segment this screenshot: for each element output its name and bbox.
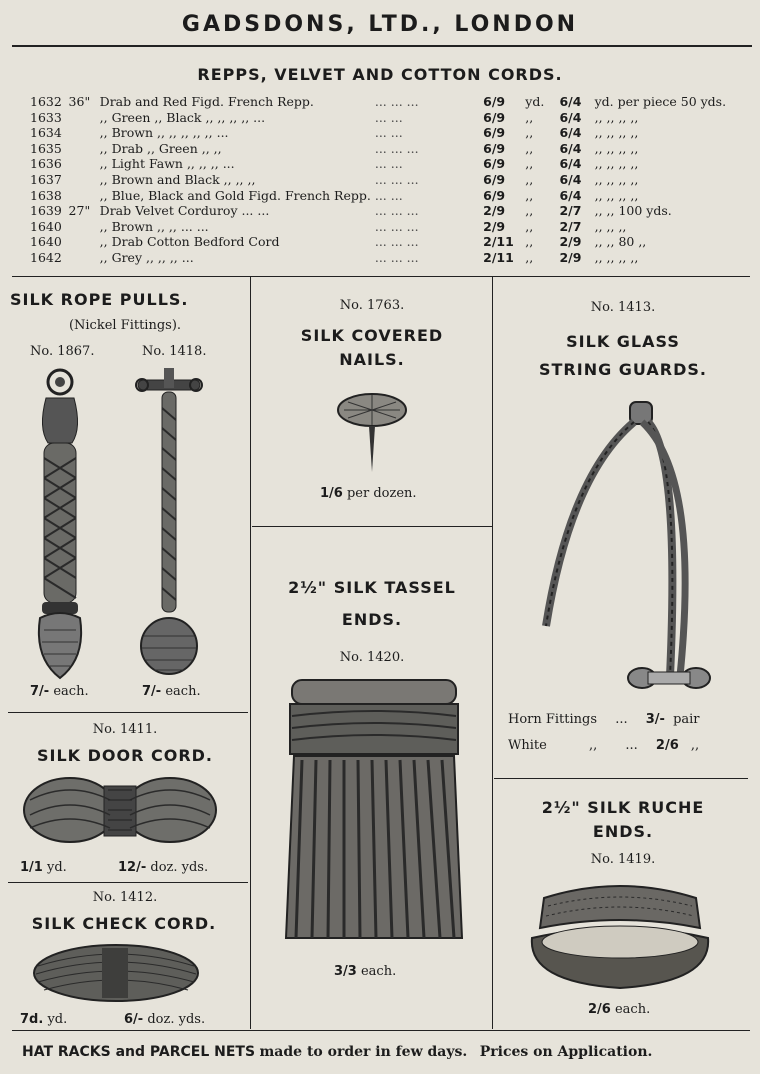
repp-item-dots: ... ... ... xyxy=(374,234,419,250)
repp-item-number: 1638 xyxy=(30,187,62,203)
repp-item-size xyxy=(67,141,98,157)
repp-item-price-yard: 2/11 xyxy=(483,234,514,250)
repp-item-description: Drab and Red Figd. French Repp. xyxy=(99,94,314,109)
repp-item-number: 1635 xyxy=(30,140,62,156)
ruche-price-value: 2/6 xyxy=(588,1002,611,1017)
repp-item-number: 1639 xyxy=(30,203,62,219)
ruche-title-line-1 xyxy=(500,798,746,817)
repp-item-piece-terms: ,, ,, ,, ,, xyxy=(594,249,639,265)
repp-item-price-yard: 6/9 xyxy=(483,187,506,203)
repp-item-price-unit: ,, xyxy=(525,140,534,156)
repp-item-piece-terms: ,, ,, ,, xyxy=(594,218,627,234)
guards-price-line-2 xyxy=(508,738,744,753)
repp-row xyxy=(28,156,760,172)
repp-item-description: ,, Blue, Black and Gold Figd. French Repp. xyxy=(99,187,371,203)
tassel-title-line-2: ENDS. xyxy=(341,610,403,629)
ruche-illustration xyxy=(524,878,716,990)
repp-item-number: 1632 xyxy=(30,94,62,109)
repp-row xyxy=(28,172,760,188)
repp-item-dots: ... ... xyxy=(374,125,403,141)
repp-item-description: ,, Brown and Black ,, ,, ,, xyxy=(99,171,256,187)
rope-pull-a-price-unit: each. xyxy=(53,684,89,699)
repp-item-piece-terms: yd. per piece 50 yds. xyxy=(594,94,727,109)
repp-item-dots: ... ... xyxy=(374,109,403,125)
rope-pulls-title: SILK ROPE PULLS. xyxy=(10,290,189,309)
repp-item-size xyxy=(67,250,98,266)
repp-item-dots: ... ... xyxy=(374,187,403,203)
repp-item-price-piece: 2/7 xyxy=(559,203,582,219)
tassel-size: 2½" xyxy=(288,578,328,597)
column-divider-right xyxy=(492,277,493,1029)
repp-item-price-yard: 6/9 xyxy=(483,156,506,172)
door-cord-price-2-unit: doz. yds. xyxy=(150,860,209,875)
tassel-title-text: SILK TASSEL xyxy=(333,578,456,597)
rope-pull-b-illustration xyxy=(134,368,204,680)
repp-item-description: ,, Brown ,, ,, ,, ,, ,, ... xyxy=(99,125,229,141)
footer-note xyxy=(22,1044,652,1060)
column-divider-left xyxy=(250,277,251,1029)
rope-pull-b-price xyxy=(142,684,201,699)
repp-item-size: 36" xyxy=(68,94,91,109)
repp-item-price-unit: ,, xyxy=(525,249,534,265)
page-header: GADSDONS, LTD., LONDON xyxy=(181,12,579,37)
repp-item-price-unit: ,, xyxy=(525,171,534,187)
repp-item-price-piece: 6/4 xyxy=(559,187,582,203)
repp-item-price-piece: 2/9 xyxy=(559,249,582,265)
ruche-price-unit: each. xyxy=(614,1002,651,1017)
guards-horn-dots: ... xyxy=(615,712,628,727)
repp-item-price-yard: 6/9 xyxy=(483,94,506,109)
repp-item-description: ,, Light Fawn ,, ,, ,, ... xyxy=(99,156,235,172)
repp-item-number: 1640 xyxy=(30,234,62,250)
door-cord-price-1-unit: yd. xyxy=(46,860,67,875)
repp-item-price-unit: ,, xyxy=(525,218,534,234)
repp-item-size xyxy=(67,125,98,141)
nails-price xyxy=(320,486,417,501)
repp-item-price-unit: ,, xyxy=(525,234,534,250)
repp-item-price-piece: 6/4 xyxy=(559,109,582,125)
repp-item-size xyxy=(67,156,98,172)
header-rule xyxy=(12,45,752,47)
repp-item-number: 1636 xyxy=(30,156,62,172)
rope-pull-b-price-value: 7/- xyxy=(142,684,162,699)
repp-item-price-yard: 2/9 xyxy=(483,203,506,219)
tassel-title-line-1 xyxy=(252,578,492,597)
repp-item-size xyxy=(67,110,98,126)
repp-item-price-yard: 6/9 xyxy=(483,109,506,125)
guards-white-unit: ,, xyxy=(690,738,700,753)
repp-item-description: ,, Drab Cotton Bedford Cord xyxy=(99,234,280,250)
nails-price-unit: per dozen. xyxy=(346,486,417,501)
repp-row xyxy=(28,125,760,141)
check-cord-illustration xyxy=(30,940,202,1006)
check-cord-price-2-value: 6/- xyxy=(124,1012,144,1027)
nails-title-line-2: NAILS. xyxy=(339,350,405,369)
repp-item-number: 1640 xyxy=(30,218,62,234)
repp-item-piece-terms: ,, ,, ,, ,, xyxy=(594,109,639,125)
guards-white-label: White xyxy=(508,738,547,753)
footer-rule xyxy=(12,1030,750,1031)
repps-bottom-rule xyxy=(12,276,750,277)
repp-item-price-unit: ,, xyxy=(525,109,534,125)
rope-pull-a-number: No. 1867. xyxy=(30,344,95,359)
check-cord-price-1-unit: yd. xyxy=(47,1012,68,1027)
repp-item-price-unit: ,, xyxy=(525,156,534,172)
repp-item-price-unit: yd. xyxy=(525,94,545,109)
repp-item-description: ,, Brown ,, ,, ... ... xyxy=(99,218,209,234)
repp-item-price-piece: 2/9 xyxy=(559,234,582,250)
guards-title-line-2: STRING GUARDS. xyxy=(538,360,708,379)
door-cord-illustration xyxy=(20,770,220,850)
repp-item-piece-terms: ,, ,, ,, ,, xyxy=(594,140,639,156)
check-cord-price-2 xyxy=(124,1012,205,1027)
repp-item-description: ,, Green ,, Black ,, ,, ,, ,, ... xyxy=(99,109,266,125)
ruche-top-rule xyxy=(494,778,748,779)
guards-white-dots: ... xyxy=(625,738,638,753)
repp-item-size xyxy=(67,234,98,250)
repp-item-dots: ... ... xyxy=(374,156,403,172)
repp-item-piece-terms: ,, ,, 100 yds. xyxy=(594,203,672,219)
repp-item-price-piece: 6/4 xyxy=(559,140,582,156)
repp-item-price-piece: 6/4 xyxy=(559,171,582,187)
repp-item-description: ,, Grey ,, ,, ,, ... xyxy=(99,249,194,265)
tassel-illustration xyxy=(282,676,466,950)
nails-price-value: 1/6 xyxy=(320,486,343,501)
door-cord-price-2 xyxy=(118,860,208,875)
ruche-price xyxy=(588,1002,650,1017)
repp-item-price-yard: 2/9 xyxy=(483,218,506,234)
repp-item-number: 1637 xyxy=(30,171,62,187)
repp-item-dots: ... ... ... xyxy=(374,171,419,187)
repp-item-number: 1634 xyxy=(30,125,62,141)
repp-item-number: 1642 xyxy=(30,249,62,265)
guards-number: No. 1413. xyxy=(590,300,656,315)
tassel-top-rule xyxy=(252,526,492,527)
repp-item-description: Drab Velvet Corduroy ... ... xyxy=(99,203,270,219)
check-cord-title: SILK CHECK CORD. xyxy=(31,914,217,933)
guards-horn-unit: pair xyxy=(673,712,700,727)
rope-pull-b-price-unit: each. xyxy=(165,684,201,699)
footer-products: HAT RACKS and PARCEL NETS xyxy=(22,1044,256,1060)
repp-row xyxy=(28,94,760,110)
repp-item-dots: ... ... ... xyxy=(374,94,419,109)
repp-item-price-piece: 2/7 xyxy=(559,218,582,234)
nails-title-line-1: SILK COVERED xyxy=(300,326,444,345)
door-cord-price-1-value: 1/1 xyxy=(20,860,43,875)
repp-item-size xyxy=(67,188,98,204)
repp-item-price-piece: 6/4 xyxy=(559,156,582,172)
ruche-title-line-2: ENDS. xyxy=(592,822,654,841)
guards-white-price: 2/6 xyxy=(655,738,679,753)
repp-row xyxy=(28,141,760,157)
check-cord-price-1 xyxy=(20,1012,67,1027)
rope-pulls-subtitle: (Nickel Fittings). xyxy=(68,318,182,333)
nail-illustration xyxy=(334,388,410,474)
repp-item-price-yard: 6/9 xyxy=(483,171,506,187)
repp-row xyxy=(28,110,760,126)
footer-prices: Prices on Application. xyxy=(479,1044,653,1060)
repp-item-price-yard: 6/9 xyxy=(483,125,506,141)
check-cord-price-2-unit: doz. yds. xyxy=(147,1012,206,1027)
repp-row xyxy=(28,219,760,235)
repp-item-size: 27" xyxy=(68,203,91,219)
repp-item-price-unit: ,, xyxy=(525,125,534,141)
repp-row xyxy=(28,234,760,250)
repp-item-size xyxy=(67,219,98,235)
tassel-price-value: 3/3 xyxy=(334,964,357,979)
repp-item-piece-terms: ,, ,, ,, ,, xyxy=(594,187,639,203)
rope-pull-a-price-value: 7/- xyxy=(30,684,50,699)
repp-item-price-yard: 6/9 xyxy=(483,140,506,156)
repp-item-number: 1633 xyxy=(30,109,62,125)
repp-item-description: ,, Drab ,, Green ,, ,, xyxy=(99,140,222,156)
repp-row xyxy=(28,203,760,219)
guards-title-line-1: SILK GLASS xyxy=(566,332,680,351)
footer-order: made to order in few days. xyxy=(259,1044,468,1060)
guards-horn-price: 3/- xyxy=(645,712,665,727)
repps-title: REPPS, VELVET AND COTTON CORDS. xyxy=(197,65,563,84)
repp-item-dots: ... ... ... xyxy=(374,218,419,234)
ruche-number: No. 1419. xyxy=(590,852,656,867)
repp-item-price-piece: 6/4 xyxy=(559,94,582,109)
door-cord-number: No. 1411. xyxy=(92,722,158,737)
repp-item-price-yard: 2/11 xyxy=(483,249,514,265)
tassel-price-unit: each. xyxy=(360,964,397,979)
door-cord-price-2-value: 12/- xyxy=(118,860,147,875)
repp-item-piece-terms: ,, ,, 80 ,, xyxy=(594,234,647,250)
check-cord-price-1-value: 7d. xyxy=(20,1012,44,1027)
ruche-size: 2½" xyxy=(541,798,581,817)
repp-row xyxy=(28,188,760,204)
door-cord-title: SILK DOOR CORD. xyxy=(36,746,214,765)
tassel-number: No. 1420. xyxy=(339,650,405,665)
repp-row xyxy=(28,250,760,266)
guards-white-ditto: ,, xyxy=(588,738,598,753)
door-cord-price-1 xyxy=(20,860,67,875)
repp-item-size xyxy=(67,172,98,188)
repp-item-dots: ... ... ... xyxy=(374,249,419,265)
ruche-title-text: SILK RUCHE xyxy=(587,798,705,817)
repp-item-piece-terms: ,, ,, ,, ,, xyxy=(594,125,639,141)
check-cord-top-rule xyxy=(8,882,248,883)
guards-horn-label: Horn Fittings xyxy=(508,712,598,727)
repp-item-price-unit: ,, xyxy=(525,203,534,219)
rope-pull-a-price xyxy=(30,684,89,699)
string-guard-illustration xyxy=(530,396,714,696)
nails-number: No. 1763. xyxy=(339,298,405,313)
repp-item-price-piece: 6/4 xyxy=(559,125,582,141)
rope-pull-a-illustration xyxy=(28,368,94,680)
tassel-price xyxy=(334,964,396,979)
repp-item-dots: ... ... ... xyxy=(374,203,419,219)
repp-item-price-unit: ,, xyxy=(525,187,534,203)
repp-item-piece-terms: ,, ,, ,, ,, xyxy=(594,171,639,187)
repp-item-piece-terms: ,, ,, ,, ,, xyxy=(594,156,639,172)
door-cord-top-rule xyxy=(8,712,248,713)
repp-item-dots: ... ... ... xyxy=(374,140,419,156)
rope-pull-b-number: No. 1418. xyxy=(142,344,207,359)
repps-table xyxy=(28,94,760,266)
check-cord-number: No. 1412. xyxy=(92,890,158,905)
guards-price-line-1 xyxy=(508,712,744,727)
